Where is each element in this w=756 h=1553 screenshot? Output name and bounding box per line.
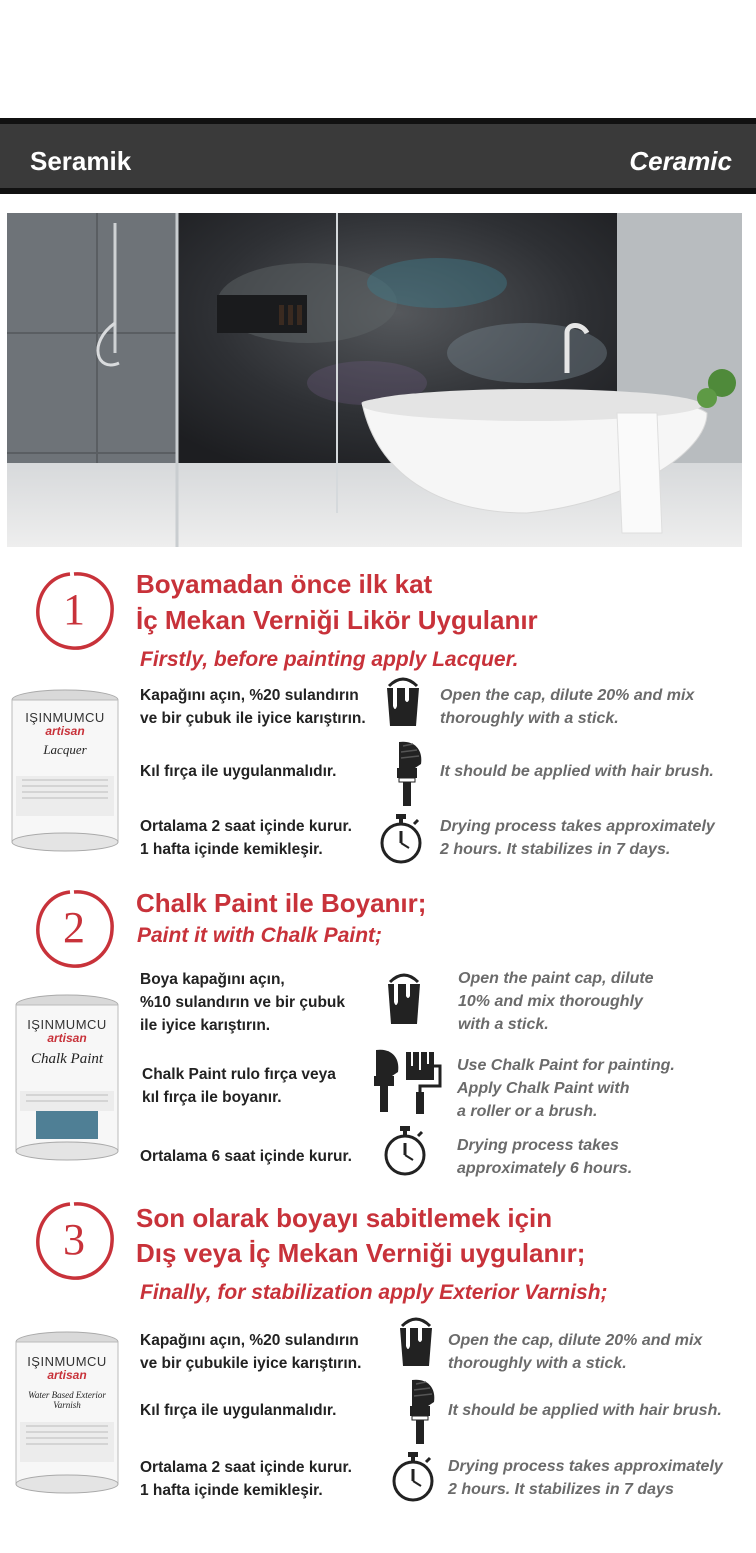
text-line: a roller or a brush. (457, 1103, 598, 1120)
header-title-en: Ceramic (629, 146, 732, 176)
text-line: with a stick. (458, 1016, 549, 1033)
stopwatch-icon (390, 1450, 436, 1507)
paint-bucket-icon (383, 676, 423, 735)
text-line: ile iyice karıştırın. (140, 1017, 271, 1034)
step-1-instr-1-en (440, 684, 694, 730)
text-line: 1 hafta içinde kemikleşir. (140, 1482, 323, 1499)
step-2-instr-2-tr (142, 1063, 336, 1109)
varnish-can-brand-script: artisan (47, 1368, 87, 1382)
lacquer-can-label: Lacquer (43, 742, 87, 757)
step-1-instr-2-en (440, 760, 714, 783)
text-line: thoroughly with a stick. (448, 1355, 627, 1372)
text-line: Use Chalk Paint for painting. (457, 1057, 675, 1074)
text-line: 1 hafta içinde kemikleşir. (140, 841, 323, 858)
step-2-subtitle: Paint it with Chalk Paint; (137, 924, 383, 947)
lacquer-can-brand-script: artisan (45, 724, 85, 738)
text-line: Kapağını açın, %20 sulandırın (140, 687, 359, 704)
text-line: Apply Chalk Paint with (457, 1080, 630, 1097)
step-3-number-badge (34, 1200, 124, 1290)
lacquer-can-image (10, 688, 120, 853)
chalk-paint-can-label: Chalk Paint (30, 1051, 104, 1067)
text-line: Open the paint cap, dilute (458, 970, 654, 987)
step-3-number: 3 (63, 1215, 85, 1264)
step-2-instr-2-en (457, 1054, 675, 1123)
varnish-can-brand: IŞINMUMCU (27, 1354, 107, 1369)
step-1-number-badge (34, 570, 124, 660)
text-line: It should be applied with hair brush. (448, 1402, 722, 1419)
step-2-instr-3-en (457, 1134, 632, 1180)
text-line: ve bir çubuk ile iyice karıştırın. (140, 710, 366, 727)
text-line: Drying process takes (457, 1137, 619, 1154)
brush-roller-icon (370, 1046, 442, 1121)
step-2-instr-1-tr (140, 968, 345, 1037)
text-line: Chalk Paint rulo fırça veya (142, 1066, 336, 1083)
text-line: Ortalama 6 saat içinde kurur. (140, 1148, 352, 1165)
varnish-can-label: Water Based Exterior Varnish (28, 1390, 106, 1410)
chalk-paint-can-image (14, 993, 120, 1163)
step-3-instr-1-tr (140, 1329, 361, 1375)
step-3-instr-2-tr (140, 1399, 336, 1422)
text-line: Ortalama 2 saat içinde kurur. (140, 818, 352, 835)
step-2-instr-1-en (458, 967, 654, 1036)
chalk-paint-can-brand: IŞINMUMCU (27, 1017, 107, 1032)
step-1-instr-3-tr (140, 815, 352, 861)
step-2-instr-3-tr (140, 1145, 352, 1168)
paint-brush-icon (385, 738, 425, 813)
lacquer-can-brand: IŞINMUMCU (25, 710, 105, 725)
step-2-title-line-1: Chalk Paint ile Boyanır; (136, 888, 427, 918)
stopwatch-icon (382, 1124, 428, 1181)
text-line: kıl fırça ile boyanır. (142, 1089, 282, 1106)
step-1-instr-3-en (440, 815, 715, 861)
text-line: Ortalama 2 saat içinde kurur. (140, 1459, 352, 1476)
step-3-title-line-2: Dış veya İç Mekan Verniği uygulanır; (136, 1238, 586, 1268)
text-line: %10 sulandırın ve bir çubuk (140, 994, 346, 1011)
text-line: Kapağını açın, %20 sulandırın (140, 1332, 359, 1349)
step-3-instr-3-en (448, 1455, 723, 1501)
step-1-instr-2-tr (140, 760, 336, 783)
text-line: Kıl fırça ile uygulanmalıdır. (140, 1402, 337, 1419)
text-line: It should be applied with hair brush. (440, 763, 714, 780)
text-line: Boya kapağını açın, (140, 971, 285, 988)
text-line: Drying process takes approximately (448, 1458, 723, 1475)
step-2-number-badge (34, 888, 124, 978)
text-line: 2 hours. It stabilizes in 7 days (448, 1481, 674, 1498)
step-3-title-line-1: Son olarak boyayı sabitlemek için (136, 1203, 553, 1233)
text-line: approximately 6 hours. (457, 1160, 633, 1177)
step-1-instr-1-tr (140, 684, 366, 730)
step-3-instr-2-en (448, 1399, 722, 1422)
step-1-title-line-2: İç Mekan Verniği Likör Uygulanır (136, 605, 538, 635)
step-3-instr-3-tr (140, 1456, 352, 1502)
paint-bucket-icon (384, 970, 424, 1033)
step-1-number: 1 (63, 585, 85, 634)
step-3-instr-1-en (448, 1329, 702, 1375)
bathroom-photo (7, 213, 742, 547)
header-title-tr: Seramik (30, 146, 132, 176)
paint-bucket-icon (396, 1314, 436, 1375)
step-3-subtitle: Finally, for stabilization apply Exterior Varnish; (140, 1281, 608, 1304)
text-line: 10% and mix thoroughly (458, 993, 643, 1010)
step-1-title-line-1: Boyamadan önce ilk kat (136, 569, 433, 599)
step-2-number: 2 (63, 903, 85, 952)
varnish-can-image (14, 1330, 120, 1495)
chalk-paint-can-brand-script: artisan (47, 1031, 87, 1045)
paint-brush-icon (398, 1376, 438, 1451)
text-line: Drying process takes approximately (440, 818, 715, 835)
text-line: thoroughly with a stick. (440, 710, 619, 727)
text-line: Open the cap, dilute 20% and mix (440, 687, 695, 704)
text-line: Kıl fırça ile uygulanmalıdır. (140, 763, 337, 780)
text-line: ve bir çubukile iyice karıştırın. (140, 1355, 362, 1372)
text-line: Open the cap, dilute 20% and mix (448, 1332, 703, 1349)
stopwatch-icon (378, 812, 424, 869)
text-line: 2 hours. It stabilizes in 7 days. (440, 841, 671, 858)
header-bar (0, 118, 756, 194)
step-1-subtitle: Firstly, before painting apply Lacquer. (140, 648, 519, 671)
